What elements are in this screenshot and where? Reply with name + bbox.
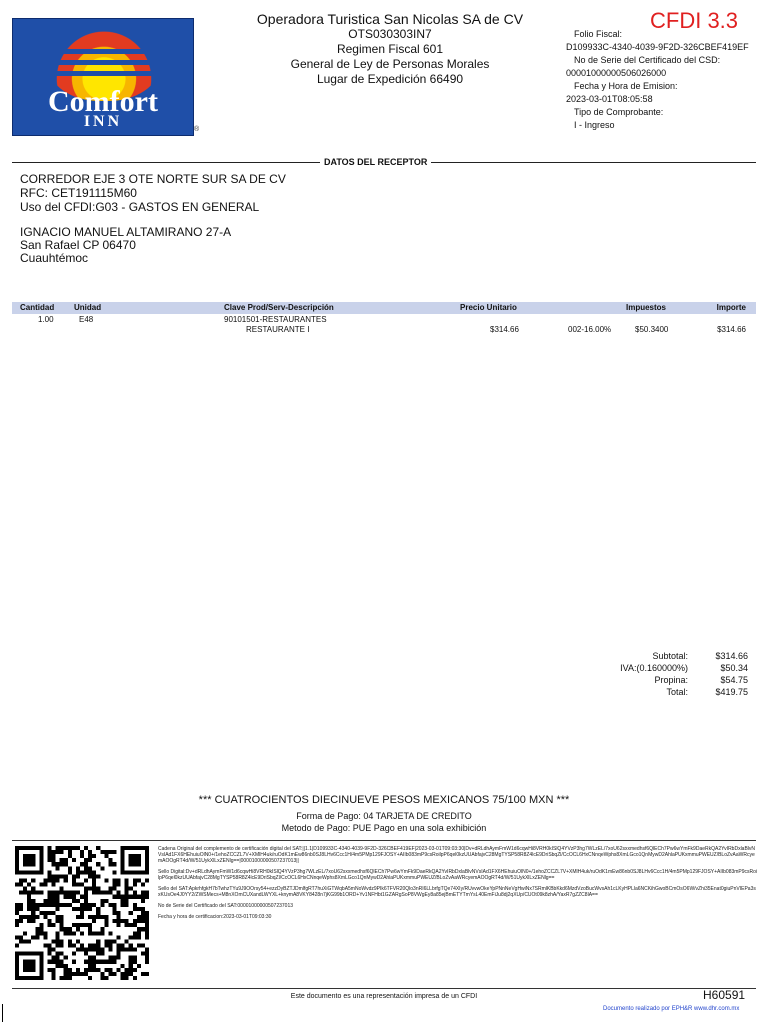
fecha-certificacion: Fecha y hora de certificacion:2023-03-01T09:03:30 [158, 914, 272, 920]
totals-block [588, 650, 748, 698]
tipo-label: Tipo de Comprobante: [574, 107, 664, 117]
cell-clave: 90101501-RESTAURANTES [224, 315, 327, 324]
receptor-uso: Uso del CFDI:G03 - GASTOS EN GENERAL [20, 200, 260, 214]
issuer-rfc: OTS030303IN7 [348, 27, 432, 41]
cell-descripcion: RESTAURANTE I [246, 325, 310, 334]
digital-seals [158, 846, 758, 925]
col-precio: Precio Unitario [460, 303, 517, 312]
cell-impuesto: $50.3400 [635, 325, 669, 334]
sello-cfdi: Sello Digital:Dv+dRLdhAymFmW1d6cqwHi8VRH0kISlQ4YVzP3hg7WLzEL/7xoU62sxxmedhsf6QlECh7Pw6wYmFk9DaeRkQA2YvIRbDxlaBlvNVsIAd1FX6HEhuiuOlN0+/1ehoZCCZL7V+XMlH4uk/ruOdK1mEw86nb0SJ8LHv6Ccc1H/4m5PMp129FJOSY+AIIb083mP9csRoilpP6qel0kzUUAbfajvC28MgTYSP58R8Z4lcE9DriSbqZl/CcOCL6HxCNnqeWphs8XmLGco1QnMywD2AhlaPUKxmmuPWEUZ/BLoZvAaWRcyemAOOgRT4d/W/51UykXlLxZENlg== [158, 869, 758, 881]
cadena-original: Cadena Original del complemento de certificación digital del SAT:||1.1|D109933C-4340-4039-9F2D-326CBEF419EF|2023-03-01T09:03:30|Dv+dRLdhAymFmW1d6cqwHi8VRH0kISlQ4YVzP3hg7WLzEL/7xoU62sxxmedhsf6QlECh7Pw6wYmFk9DaeRkQA2YvIRbDxlaBlvNVsIAd1FX6HEhuiuOlN0+/1ehoZCCZL7V+XMlH4uk/ruOdK1mEw86nb0SJ8LHv6Ccc1H/4m5PMp129FJOSY+AIIb083mP9csRoilpP6qel0kzUUAbfajvC28MgTYSP58R8Z4lcE9DriSbqZl/CcOCL6HxCNnqeWphs8XmLGco1QnMywD2AhlaPUKxmmuPWEUZ/BLoZvAaWRcyemAOOgRT4d/W/51UykXlLxZENlg==|00001000000507237013|| [158, 846, 756, 864]
trademark: ® [194, 126, 200, 133]
comfort-inn-logo [12, 18, 194, 136]
margin-mark [2, 1004, 3, 1022]
table-row [12, 314, 756, 338]
amount-in-words: *** CUATROCIENTOS DIECINUEVE PESOS MEXICANOS 75/100 MXN *** [198, 794, 570, 806]
cert-label: No de Serie del Certificado del CSD: [574, 55, 721, 65]
metodo-pago: Metodo de Pago: PUE Pago en una sola exhibición [281, 823, 487, 833]
receptor-municipio: Cuauhtémoc [20, 251, 89, 265]
fecha-label: Fecha y Hora de Emision: [574, 81, 678, 91]
made-by-link[interactable]: Documento realizado por EPH&R www.dhr.com.mx [603, 1006, 740, 1012]
qr-code [14, 846, 150, 980]
receptor-section-title: DATOS DEL RECEPTOR [320, 157, 431, 167]
cell-importe: $314.66 [717, 325, 746, 334]
receptor-city: San Rafael CP 06470 [20, 238, 136, 252]
total-row-subtotal: Subtotal: $314.66 [652, 651, 748, 661]
issuer-regimen: Regimen Fiscal 601 [336, 42, 444, 56]
folio-label: Folio Fiscal: [574, 29, 623, 39]
folio-value: D109933C-4340-4039-9F2D-326CBEF419EF [566, 42, 749, 52]
col-importe: Importe [716, 303, 746, 312]
cert-value: 00001000000506026000 [566, 68, 667, 78]
receptor-rfc: RFC: CET191115M60 [20, 186, 137, 200]
col-impuestos: Impuestos [626, 303, 667, 312]
items-table-header [12, 302, 756, 314]
receptor-street: IGNACIO MANUEL ALTAMIRANO 27-A [20, 225, 232, 239]
total-row-iva: IVA:(0.160000%) $50.34 [620, 663, 748, 673]
issuer-block [230, 12, 550, 87]
folio-block [566, 28, 766, 132]
issuer-lugar: Lugar de Expedición 66490 [316, 72, 464, 86]
seal-divider [12, 840, 756, 841]
document-code: H60591 [703, 988, 746, 1002]
total-row-propina: Propina: $54.75 [654, 675, 748, 685]
cell-tasa: 002-16.00% [568, 325, 612, 334]
forma-pago: Forma de Pago: 04 TARJETA DE CREDITO [296, 811, 472, 821]
footer-divider [12, 988, 756, 989]
receptor-address [20, 226, 231, 265]
total-row-total: Total: $419.75 [666, 687, 748, 697]
cell-unidad: E48 [79, 315, 94, 324]
col-clave: Clave Prod/Serv-Descripción [224, 303, 334, 312]
serie-sat: No de Serie del Certificado del SAT:00001000000507237013 [158, 903, 294, 909]
footer-note: Este documento es una representación impresa de un CFDI [290, 993, 478, 1000]
logo-sub: INN [83, 113, 123, 130]
receptor-block [20, 172, 286, 214]
tipo-value: I - Ingreso [574, 120, 615, 130]
cell-cantidad: 1.00 [38, 315, 54, 324]
sello-sat: Sello del SAT:ApkrhfgkH7bTwhzTYu9J9OOrsy54+ezzDyBZTJDmlfgRT7huXiGTWqbA5mNoWvdz9PIk6TFVR20Qlo3nRI6LLbrfgTQe74XIy/RUvvwOkeYpPNnNeVgHwiNx7SRmlKBbKkd6MzdVzoBucWvsAh1cLKyHPLla6NCKihGwoBCmOsO6W/vZhi35Enat0giuPnVIEPa3sxKUsOe4J0YY2/ZWSMecs+M8nXOmCUXandLWYXL+knymA8VKY8428n7jKG99b1ORD+Yv1NFHbt1GZARgSoP8VWgEy8a85ejBmETYTmYsL40EmFiJu8dj2qXUp/CUOt09k8zhA/YaxR7gZZC8lA== [158, 886, 756, 898]
col-cantidad: Cantidad [20, 303, 55, 312]
issuer-name: Operadora Turistica San Nicolas SA de CV [256, 11, 524, 27]
issuer-regimen-desc: General de Ley de Personas Morales [290, 57, 490, 71]
cell-precio: $314.66 [490, 325, 519, 334]
receptor-name: CORREDOR EJE 3 OTE NORTE SUR SA DE CV [20, 172, 286, 186]
cfdi-version: CFDI 3.3 [650, 8, 739, 33]
payment-info [0, 810, 768, 834]
col-unidad: Unidad [74, 303, 102, 312]
fecha-value: 2023-03-01T08:05:58 [566, 94, 653, 104]
logo-brand: Comfort [48, 85, 158, 118]
